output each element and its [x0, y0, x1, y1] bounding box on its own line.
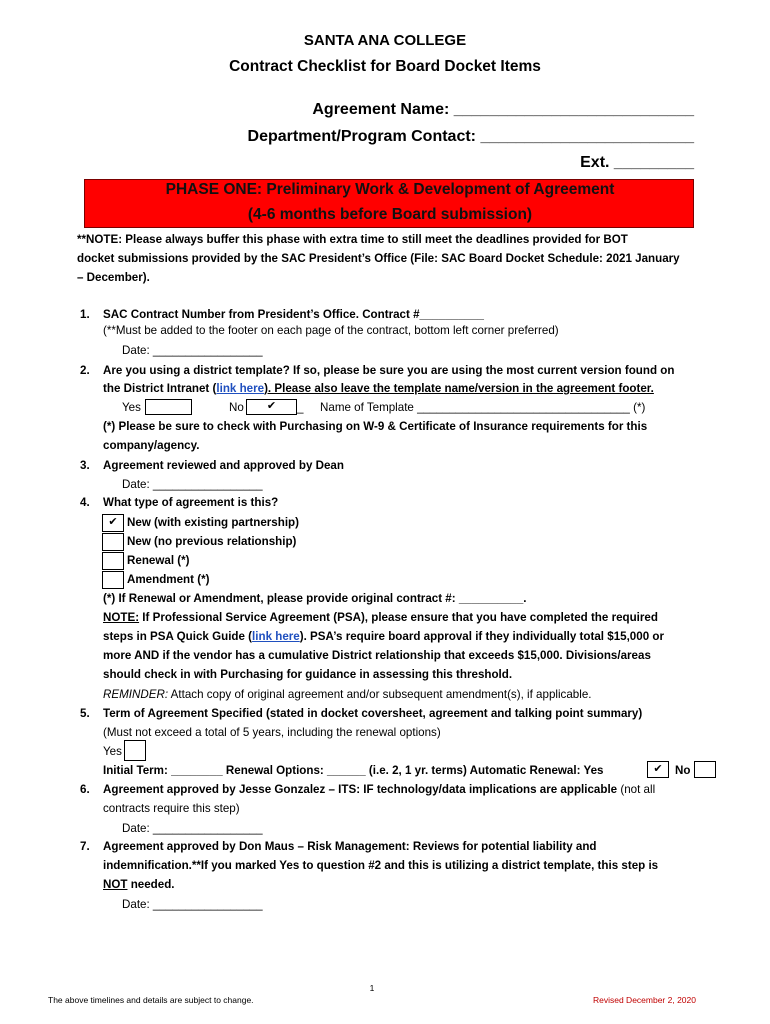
phase-one-banner — [84, 179, 694, 228]
auto-renewal-no-label: No — [675, 764, 691, 777]
note-line-2-post: ). PSA’s require board approval if they individually total $15,000 or — [299, 630, 664, 643]
template-name-field: Name of Template _________________________________ (*) — [320, 401, 646, 414]
footer-disclaimer: The above timelines and details are subject to change. — [48, 995, 254, 1005]
auto-renewal-yes-checkbox[interactable]: ✔ — [647, 761, 669, 778]
page-number: 1 — [369, 983, 375, 993]
psa-quick-guide-link[interactable]: link here — [252, 630, 300, 643]
item-7-line-1: Agreement approved by Don Maus – Risk Management: Reviews for potential liability and — [103, 840, 597, 853]
item-5-number: 5. — [80, 707, 90, 720]
item-3-date: Date: _________________ — [122, 478, 263, 491]
note-line-2-pre: steps in PSA Quick Guide ( — [103, 630, 253, 643]
reminder-label: REMINDER: — [103, 688, 169, 701]
amendment-checkbox[interactable] — [102, 571, 124, 589]
phase-one-timeline: (4-6 months before Board submission) — [247, 206, 533, 223]
item-3-number: 3. — [80, 459, 90, 472]
note-line-2: docket submissions provided by the SAC President’s Office (File: SAC Board Docket Schedule: 2021 January — [77, 252, 680, 265]
item-4-note-line-3: more AND if the vendor has a cumulative District relationship that exceeds $15,000. Divisions/areas — [103, 649, 651, 662]
item-2-number: 2. — [80, 364, 90, 377]
item-2-yes-label: Yes — [122, 401, 141, 414]
item-6-line-1 — [103, 783, 655, 796]
item-2-star-line-2: company/agency. — [103, 439, 200, 452]
district-intranet-link[interactable]: link here — [216, 382, 265, 395]
item-3-text: Agreement reviewed and approved by Dean — [103, 459, 344, 472]
item-4-reminder — [103, 688, 591, 701]
option-new-existing: New (with existing partnership) — [127, 516, 299, 529]
item-2-line-2-post: ). Please also leave the template name/version in the agreement footer. — [264, 382, 654, 395]
new-existing-checkbox[interactable]: ✔ — [102, 514, 124, 532]
item-6-line-2: contracts require this step) — [103, 802, 240, 815]
item-2-star-line-1: (*) Please be sure to check with Purchasing on W-9 & Certificate of Insurance requirements for this — [103, 420, 648, 433]
item-4-text: What type of agreement is this? — [103, 496, 279, 509]
term-yes-checkbox[interactable] — [124, 740, 146, 761]
item-7-line-3 — [103, 878, 175, 891]
item-1-date: Date: _________________ — [122, 344, 263, 357]
item-1-number: 1. — [80, 308, 90, 321]
auto-renewal-no-checkbox[interactable] — [694, 761, 716, 778]
reminder-text: Attach copy of original agreement and/or subsequent amendment(s), if applicable. — [168, 688, 592, 701]
item-5-yes-label: Yes — [103, 745, 122, 758]
item-2-line-2-pre: the District Intranet ( — [103, 382, 217, 395]
note-line-3: – December). — [77, 271, 150, 284]
department-contact-field: Department/Program Contact: ________________________ — [247, 128, 694, 145]
item-6-normal-text: (not all — [617, 783, 656, 796]
item-5-subtext: (Must not exceed a total of 5 years, including the renewal options) — [103, 726, 441, 739]
item-7-line-3-post: needed. — [127, 878, 175, 891]
renewal-checkbox[interactable] — [102, 552, 124, 570]
item-7-date: Date: _________________ — [122, 898, 263, 911]
item-4-note-line-2 — [103, 630, 664, 643]
item-1-subtext: (**Must be added to the footer on each page of the contract, bottom left corner preferred) — [103, 324, 559, 337]
template-no-checkbox[interactable]: ✔ — [246, 399, 297, 415]
option-new-no-previous: New (no previous relationship) — [127, 535, 297, 548]
item-6-date: Date: _________________ — [122, 822, 263, 835]
item-5-text: Term of Agreement Specified (stated in docket coversheet, agreement and talking point summary) — [103, 707, 643, 720]
item-2-line-1: Are you using a district template? If so, please be sure you are using the most current version found on — [103, 364, 675, 377]
new-no-previous-checkbox[interactable] — [102, 533, 124, 551]
item-1-text: SAC Contract Number from President’s Office. Contract #__________ — [103, 308, 485, 321]
document-title: Contract Checklist for Board Docket Items — [229, 58, 541, 75]
item-6-number: 6. — [80, 783, 90, 796]
template-yes-checkbox[interactable] — [145, 399, 192, 415]
agreement-name-field: Agreement Name: ___________________________ — [312, 101, 694, 118]
item-7-number: 7. — [80, 840, 90, 853]
footer-revision-date: Revised December 2, 2020 — [592, 995, 696, 1005]
item-4-number: 4. — [80, 496, 90, 509]
item-4-original-contract: (*) If Renewal or Amendment, please provide original contract #: __________. — [103, 592, 527, 605]
phase-one-title: PHASE ONE: Preliminary Work & Development of Agreement — [165, 181, 615, 198]
note-line-1-text: If Professional Service Agreement (PSA), please ensure that you have completed the required — [139, 611, 658, 624]
item-7-line-2: indemnification.**If you marked Yes to question #2 and this is utilizing a district template, this step is — [103, 859, 659, 872]
option-amendment: Amendment (*) — [127, 573, 210, 586]
note-label: NOTE: — [103, 611, 140, 624]
option-renewal: Renewal (*) — [127, 554, 190, 567]
not-word: NOT — [103, 878, 128, 891]
college-name: SANTA ANA COLLEGE — [303, 32, 467, 49]
item-5-terms: Initial Term: ________ Renewal Options: ______ (i.e. 2, 1 yr. terms) Automatic Renewal: Yes — [103, 764, 604, 777]
note-line-1: **NOTE: Please always buffer this phase with extra time to still meet the deadlines provided for BOT — [77, 233, 628, 246]
no-underline-tail: _ — [297, 401, 304, 414]
item-2-line-2 — [103, 382, 654, 395]
item-2-no-label: No — [229, 401, 244, 414]
extension-field: Ext. _________ — [580, 154, 694, 171]
item-4-note-line-4: should check in with Purchasing for guidance in assessing this threshold. — [103, 668, 513, 681]
item-4-note-line-1 — [103, 611, 658, 624]
item-6-bold-text: Agreement approved by Jesse Gonzalez – ITS: IF technology/data implications are applicable — [103, 783, 618, 796]
